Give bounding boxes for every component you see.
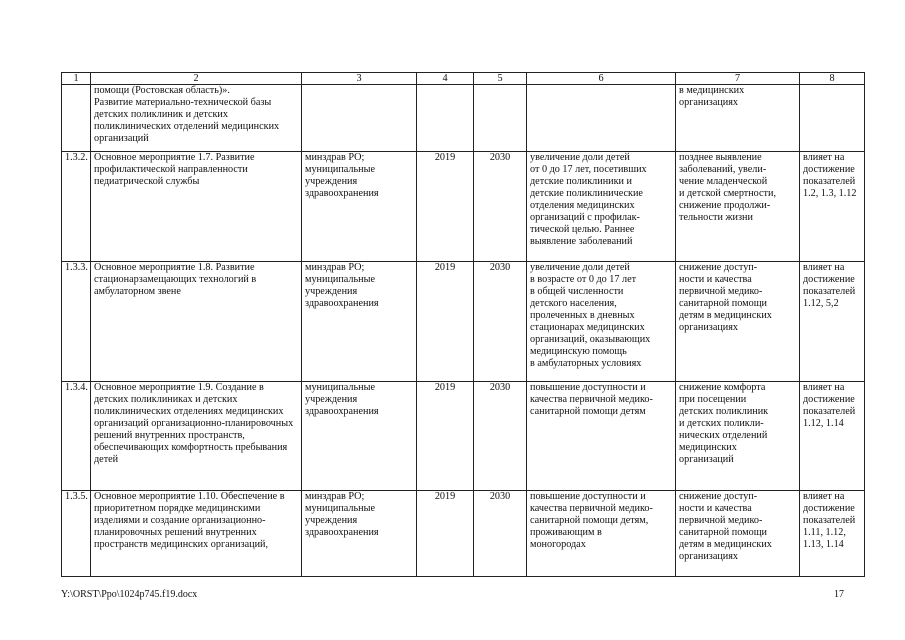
activity-name: помощи (Ростовская область)». Развитие материально-технической базы детских поликлиник и детских поликлинических отделений медицинских организаций (91, 85, 302, 152)
col-header-1: 1 (62, 73, 91, 85)
executor: муниципальные учреждения здравоохранения (302, 382, 417, 491)
file-path: Y:\ORST\Ppo\1024p745.f19.docx (61, 589, 198, 600)
non-implementation-consequence: позднее выявление заболеваний, увели- чение младенческой и детской смертности, снижение продолжи- тельности жизни (676, 152, 800, 262)
executor: минздрав РО; муниципальные учреждения здравоохранения (302, 491, 417, 577)
row-number: 1.3.5. (62, 491, 91, 577)
page-number: 17 (834, 589, 844, 600)
col-header-7: 7 (676, 73, 800, 85)
row-number (62, 85, 91, 152)
end-year: 2030 (474, 491, 527, 577)
expected-result: увеличение доли детей от 0 до 17 лет, посетивших детские поликлиники и детские поликлинические отделения медицинских организаций с профилак- тической целью. Раннее выявление заболеваний (527, 152, 676, 262)
expected-result: повышение доступности и качества первичной медико- санитарной помощи детям, проживающим в моногородах (527, 491, 676, 577)
non-implementation-consequence: снижение доступ- ности и качества первичной медико- санитарной помощи детям в медицинских организациях (676, 491, 800, 577)
table-row (62, 491, 865, 577)
indicator-link: влияет на достижение показателей 1.2, 1.3, 1.12 (800, 152, 865, 262)
executor: минздрав РО; муниципальные учреждения здравоохранения (302, 152, 417, 262)
col-header-2: 2 (91, 73, 302, 85)
row-number: 1.3.3. (62, 262, 91, 382)
program-table (61, 72, 865, 577)
expected-result (527, 85, 676, 152)
header-row (62, 73, 865, 85)
expected-result: увеличение доли детей в возрасте от 0 до 17 лет в общей численности детского населения, пролеченных в дневных стационарах медицинских организаций, оказывающих медицинскую помощь в амбулаторных условиях (527, 262, 676, 382)
col-header-8: 8 (800, 73, 865, 85)
activity-name: Основное мероприятие 1.9. Создание в детских поликлиниках и детских поликлинических отделениях медицинских организаций организационно-планировочных решений внутренних пространств, обеспечивающих комфортность пребывания детей (91, 382, 302, 491)
col-header-3: 3 (302, 73, 417, 85)
start-year: 2019 (417, 382, 474, 491)
indicator-link: влияет на достижение показателей 1.12, 1.14 (800, 382, 865, 491)
indicator-link (800, 85, 865, 152)
table-row (62, 85, 865, 152)
start-year: 2019 (417, 152, 474, 262)
indicator-link: влияет на достижение показателей 1.11, 1.12, 1.13, 1.14 (800, 491, 865, 577)
col-header-4: 4 (417, 73, 474, 85)
non-implementation-consequence: снижение доступ- ности и качества первичной медико- санитарной помощи детям в медицинских организациях (676, 262, 800, 382)
start-year (417, 85, 474, 152)
end-year: 2030 (474, 262, 527, 382)
table-row (62, 152, 865, 262)
row-number: 1.3.4. (62, 382, 91, 491)
start-year: 2019 (417, 491, 474, 577)
executor: минздрав РО; муниципальные учреждения здравоохранения (302, 262, 417, 382)
activity-name: Основное мероприятие 1.8. Развитие стационарзамещающих технологий в амбулаторном звене (91, 262, 302, 382)
end-year: 2030 (474, 152, 527, 262)
activity-name: Основное мероприятие 1.7. Развитие профилактической направленности педиатрической службы (91, 152, 302, 262)
indicator-link: влияет на достижение показателей 1.12, 5,2 (800, 262, 865, 382)
expected-result: повышение доступности и качества первичной медико- санитарной помощи детям (527, 382, 676, 491)
end-year: 2030 (474, 382, 527, 491)
start-year: 2019 (417, 262, 474, 382)
activity-name: Основное мероприятие 1.10. Обеспечение в приоритетном порядке медицинскими изделиями и создание организационно-планировочных решений внутренних пространств медицинских организаций, (91, 491, 302, 577)
col-header-5: 5 (474, 73, 527, 85)
executor (302, 85, 417, 152)
non-implementation-consequence: снижение комфорта при посещении детских поликлиник и детских поликли- нических отделений медицинских организаций (676, 382, 800, 491)
table-row (62, 262, 865, 382)
end-year (474, 85, 527, 152)
row-number: 1.3.2. (62, 152, 91, 262)
table-row (62, 382, 865, 491)
col-header-6: 6 (527, 73, 676, 85)
non-implementation-consequence: в медицинских организациях (676, 85, 800, 152)
